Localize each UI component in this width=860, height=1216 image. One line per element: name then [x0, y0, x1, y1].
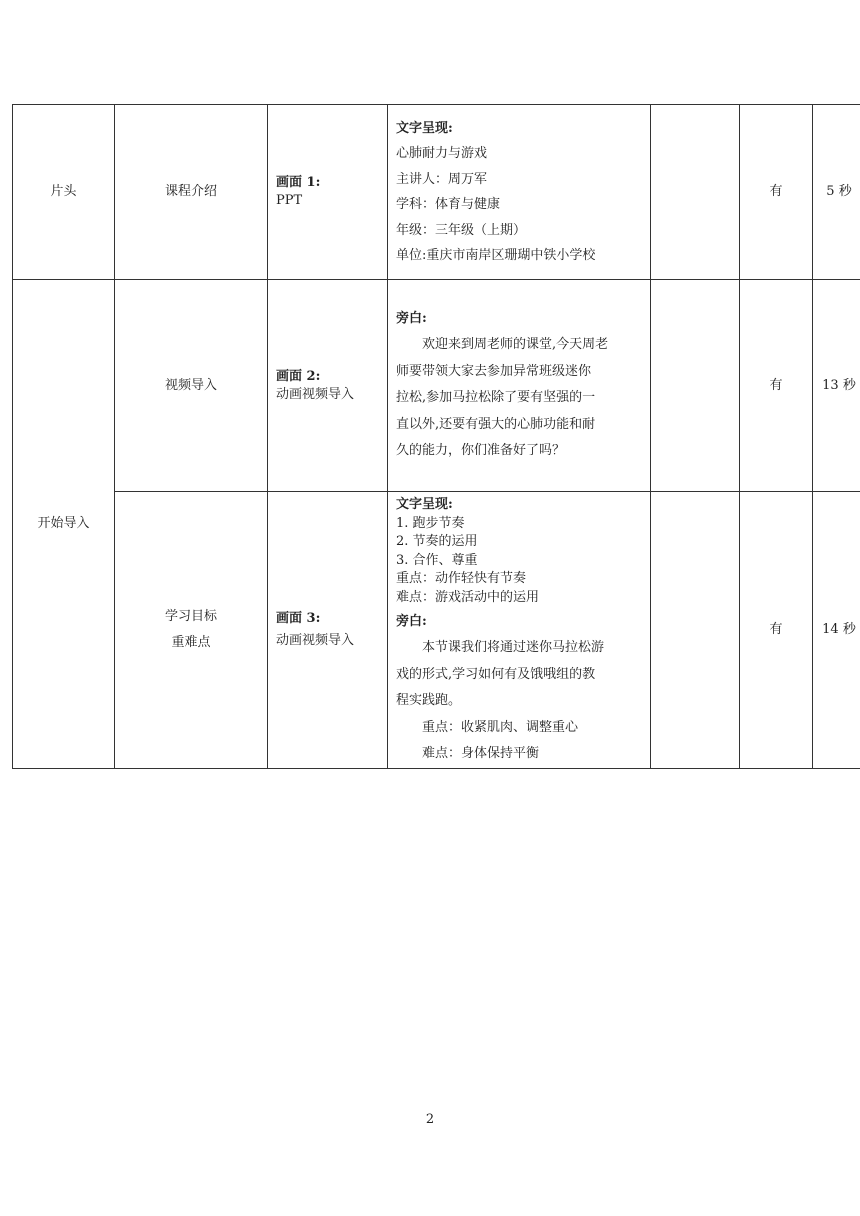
text-line: 重点：动作轻快有节奏 [396, 571, 527, 586]
screen-cell [268, 280, 388, 492]
text-line: 年级：三年级（上期） [396, 222, 527, 238]
screen-type: PPT [276, 193, 303, 208]
blank-cell [651, 105, 740, 280]
has-cell: 有 [740, 492, 813, 769]
text-line: 难点：游戏活动中的运用 [396, 589, 540, 605]
screen-type: 动画视频导入 [276, 386, 355, 402]
table-row [13, 105, 860, 280]
has-cell: 有 [740, 105, 813, 280]
duration-cell: 5 秒 [813, 105, 860, 280]
text-cell [388, 105, 651, 280]
narration-line: 直以外,还要有强大的心肺功能和耐 [396, 416, 596, 432]
narration-line: 久的能力，你们准备好了吗？ [396, 443, 566, 459]
screen-cell [268, 105, 388, 280]
text-heading: 文字呈现: [396, 497, 453, 512]
text-line: 单位:重庆市南岸区珊瑚中铁小学校 [396, 248, 596, 263]
narration-line: 程实践跑。 [396, 693, 462, 708]
segment-cell: 片头 [13, 105, 115, 280]
narration-heading: 旁白: [396, 311, 427, 327]
segment-cell: 开始导入 [13, 280, 115, 769]
narration-heading: 旁白: [396, 614, 427, 629]
content-cell: 课程介绍 [115, 105, 268, 280]
screen-title: 画面 1: [276, 175, 321, 190]
narration-cell [388, 280, 651, 492]
narration-line: 重点：收紧肌肉、调整重心 [422, 719, 579, 735]
blank-cell [651, 280, 740, 492]
table-row [13, 280, 860, 492]
screen-cell [268, 492, 388, 769]
text-line: 心肺耐力与游戏 [396, 146, 488, 161]
screen-type: 动画视频导入 [276, 632, 355, 648]
has-cell: 有 [740, 280, 813, 492]
text-line: 3. 合作、尊重 [396, 552, 478, 568]
table-row [13, 492, 860, 769]
duration-cell: 13 秒 [813, 280, 860, 492]
page-number: 2 [425, 1112, 435, 1127]
content-cell [115, 492, 268, 769]
text-line: 主讲人：周万军 [396, 171, 488, 187]
blank-cell [651, 492, 740, 769]
text-cell [388, 492, 651, 769]
text-line: 1. 跑步节奏 [396, 515, 465, 531]
text-heading: 文字呈现: [396, 120, 453, 136]
narration-line: 拉松,参加马拉松除了要有坚强的一 [396, 390, 596, 406]
narration-line: 欢迎来到周老师的课堂,今天周老 [422, 337, 609, 353]
narration-line: 师要带领大家去参加异常班级迷你 [396, 363, 592, 379]
text-line: 学科：体育与健康 [396, 197, 501, 212]
content-cell: 视频导入 [115, 280, 268, 492]
screen-title: 画面 2: [276, 368, 321, 384]
script-table [12, 104, 860, 769]
content-line: 重难点 [171, 634, 211, 650]
duration-cell: 14 秒 [813, 492, 860, 769]
content-line: 学习目标 [164, 608, 217, 624]
text-line: 2. 节奏的运用 [396, 534, 478, 549]
narration-line: 戏的形式,学习如何有及饿哦组的教 [396, 666, 596, 682]
narration-line: 本节课我们将通过迷你马拉松游 [422, 640, 605, 655]
screen-title: 画面 3: [276, 610, 321, 626]
narration-line: 难点：身体保持平衡 [422, 746, 540, 761]
